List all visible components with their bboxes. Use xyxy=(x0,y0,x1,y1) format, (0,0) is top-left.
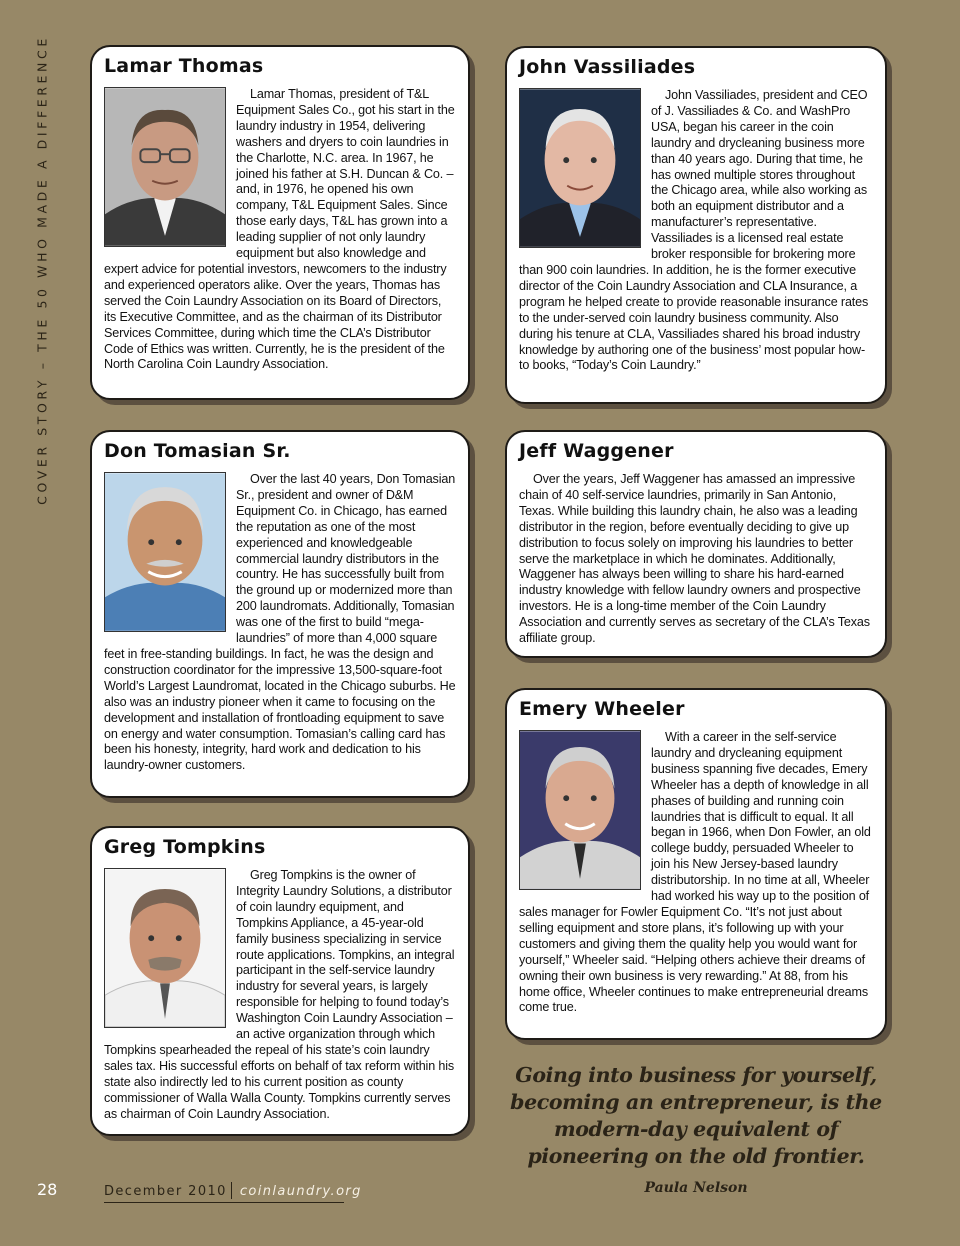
profile-bio: John Vassiliades, president and CEO of J. Vassiliades & Co. and WashPro USA, began his career in the coin laundry and drycleaning business more than 40 years ago. During that time, he has owned multiple stores throughout the Chicago area, while also working as both an equipment distributor and a manufacturer’s representative. Vassiliades is a licensed real estate broker responsible for brokering more than 900 coin laundries. In addition, he is the former executive director of the Coin Laundry Association and CLA Insurance, a program he helped create to provide reasonable insurance rates to the under-served coin laundry business community. Also during his tenure at CLA, Vassiliades shared his broad industry knowledge by authoring one of the business’ most popular how-to books, “Today’s Coin Laundry.” xyxy=(519,88,869,373)
profile-bio: Over the last 40 years, Don Tomasian Sr., president and owner of D&M Equipment Co. in Chicago, has earned the reputation as one of the most experienced and knowledgeable commercial laundry distributors in the country. He has successfully built from the ground up or modernized more than 200 laundromats. Additionally, Tomasian was one of the first to build “mega-laundries” of more than 4,000 square feet in free-standing buildings. In fact, he was the design and construction coordinator for the impressive 13,500-square-foot World’s Largest Laundromat, located in the Chicago suburbs. He also was an industry pioneer when it came to focusing on the development and installation of frontloading equipment to save on energy and water consumption. Tomasian’s calling card has been his honesty, integrity, hard work and dedication to his laundry-owner customers. xyxy=(104,472,456,773)
website-link[interactable]: coinlaundry.org xyxy=(239,1184,362,1199)
footer-rule xyxy=(104,1202,344,1203)
profile-bio: Greg Tompkins is the owner of Integrity Laundry Solutions, a distributor of coin laundry equipment, and Tompkins Appliance, a 45-year-old family business specializing in service route applications. Tompkins, an integral participant in the self-service laundry industry for several years, is largely responsible for helping to found today’s Washington Coin Laundry Association – an active organization through which Tompkins spearheaded the repeal of his state’s coin laundry sales tax. His successful efforts on behalf of tax reform within his state also indirectly led to his current position as county commissioner of Walla Walla County. Tompkins currently serves as chairman of Coin Laundry Association. xyxy=(104,868,455,1121)
footer xyxy=(104,1182,362,1199)
profile-card-john-vassiliades xyxy=(505,46,887,404)
quote-author: Paula Nelson xyxy=(644,1180,748,1196)
portrait-illustration xyxy=(520,731,640,889)
profile-bio: With a career in the self-service laundry and drycleaning equipment business spanning five decades, Emery Wheeler has a depth of knowledge in all phases of building and running coin laundries that is difficult to equal. It all began in 1966, when Don Fowler, an old college buddy, persuaded Wheeler to join his New Jersey-based laundry distributorship. In no time at all, Wheeler had worked his way up to the position of sales manager for Fowler Equipment Co. “It’s not just about selling equipment and store plans, it’s following up with your customers and giving them the quality help you would want for yourself,” Wheeler said. “Helping others achieve their dreams of owning their own business is very rewarding.” At 88, from his home office, Wheeler continues to make entrepreneurial dreams come true. xyxy=(519,730,871,1015)
profile-name: Lamar Thomas xyxy=(104,55,264,77)
section-label xyxy=(22,35,62,505)
profile-name: Jeff Waggener xyxy=(519,440,674,462)
profile-card-lamar-thomas xyxy=(90,45,470,400)
profile-name: Don Tomasian Sr. xyxy=(104,440,291,462)
portrait-illustration xyxy=(105,473,225,631)
profile-card-emery-wheeler xyxy=(505,688,887,1040)
profile-bio: Lamar Thomas, president of T&L Equipment Sales Co., got his start in the laundry industry in 1954, delivering washers and dryers to coin laundries in the Charlotte, N.C. area. In 1967, he joined his father at S.H. Duncan & Co. – and, in 1976, he opened his own company, T&L Equipment Sales. Since those early days, T&L has grown into a leading supplier of not only laundry equipment but also knowledge and expert advice for potential investors, newcomers to the industry and experienced operators alike. Over the years, Thomas has served the Coin Laundry Association on its Board of Directors, its Executive Committee, and as the chairman of its Distributor Services Committee, during which time the CLA’s Distributor Code of Ethics was written. Currently, he is the president of the North Carolina Coin Laundry Association. xyxy=(104,87,455,372)
footer-divider xyxy=(231,1182,232,1199)
portrait-illustration xyxy=(105,88,225,246)
portrait-illustration xyxy=(105,869,225,1027)
portrait-photo xyxy=(104,868,226,1028)
page-number: 28 xyxy=(37,1180,58,1199)
pull-quote: Going into business for yourself, becoming an entrepreneur, is the modern-day equivalent of pioneering on the old frontier. xyxy=(510,1063,882,1168)
profile-name: Emery Wheeler xyxy=(519,698,685,720)
profile-name: Greg Tompkins xyxy=(104,836,266,858)
profile-bio: Over the years, Jeff Waggener has amassed an impressive chain of 40 self-service laundries, primarily in San Antonio, Texas. While building this laundry chain, he also was a leading distributor in the region, before eventually deciding to give up distribution to focus solely on improving his laundries to better serve the marketplace in which he dominates. Additionally, Waggener has always been willing to share his hard-earned industry knowledge with fellow laundry owners and prospective investors. He is a long-time member of the Coin Laundry Association and currently serves as secretary of the CLA’s Texas affiliate group. xyxy=(519,472,870,646)
profile-card-jeff-waggener xyxy=(505,430,887,658)
portrait-photo xyxy=(519,730,641,890)
portrait-photo xyxy=(104,87,226,247)
portrait-photo xyxy=(104,472,226,632)
portrait-illustration xyxy=(520,89,640,247)
side-label-text: COVER STORY – THE 50 WHO MADE A DIFFERENCE xyxy=(34,35,50,505)
issue-date: December 2010 xyxy=(104,1184,227,1199)
portrait-photo xyxy=(519,88,641,248)
profile-card-don-tomasian xyxy=(90,430,470,798)
profile-name: John Vassiliades xyxy=(519,56,696,78)
profile-card-greg-tompkins xyxy=(90,826,470,1136)
